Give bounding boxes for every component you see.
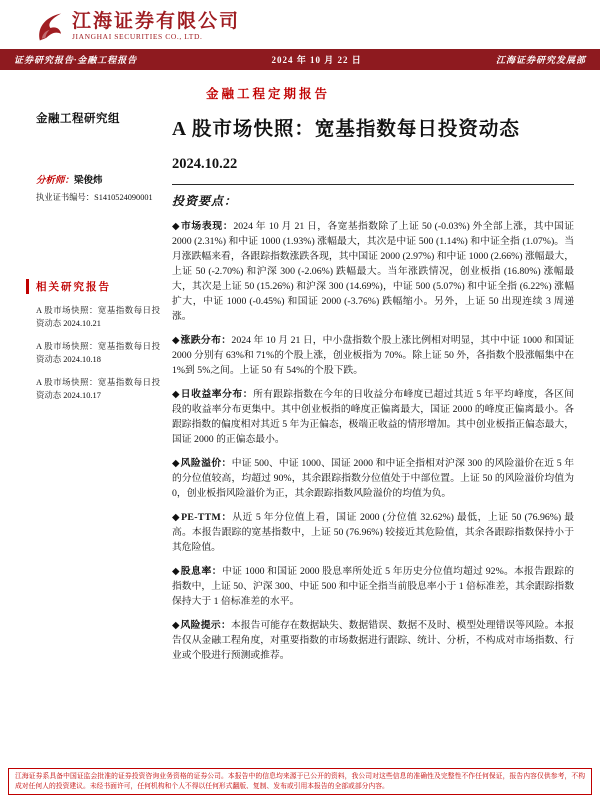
research-group-label: 金融工程研究组 [36,113,120,125]
diamond-bullet-icon: ◆ [172,389,180,400]
bullet-lead: 涨跌分布： [180,335,232,346]
banner-department: 江海证券研究发展部 [495,55,586,65]
diamond-bullet-icon: ◆ [172,512,181,523]
bullet-lead: 市场表现： [180,221,234,232]
diamond-bullet-icon: ◆ [172,458,180,469]
diamond-bullet-icon: ◆ [172,335,180,346]
diamond-bullet-icon: ◆ [172,221,180,232]
bullet-advance-decline [172,333,574,378]
report-header [0,0,600,49]
bullet-text: 中证 500、中证 1000、国证 2000 和中证全指相对沪深 300 的风险溢价在近 5 年的分位值较高，均超过 90%，其余跟踪指数分位值处于中部位置。上证 50 的风险溢价均值为 0，创业板指风险溢价为正，其余跟踪指数风险溢价的均值为负。 [172,458,574,499]
bullet-daily-return-distribution [172,387,574,447]
bullet-text: 2024 年 10 月 21 日，各宽基指数除了上证 50 (-0.03%) 外全部上涨，其中国证 2000 (2.31%) 和中证 1000 (1.93%) 涨幅最大，其次是中证 500 (1.14%) 和中证全指 (1.07%)。当月涨跌幅来看，各跟踪指数涨跌各现，其中国证 2000 (2.97%) 和中证 1000 (2.66%) 涨幅最大，上证 50 (-2.70%) 和沪深 300 (-2.06%) 跌幅最大。当年涨跌情况，创业板指 (16.80%) 涨幅最大，其次是上证 50 (15.26%) 和沪深 300 (14.69%)，中证 500 (5.07%) 和中证全指 (6.22%) 涨幅扩大，中证 1000 (-0.45%) 和国证 2000 (-3.76%) 跌幅缩小。另外，上证 50 出现连续 3 周递涨。 [172,221,575,322]
bullet-lead: 股息率： [180,566,223,577]
diamond-bullet-icon: ◆ [172,620,180,631]
license-number: S1410524090001 [94,193,153,202]
report-main-column [172,84,600,672]
bullet-risk-premium [172,456,574,501]
company-logo-icon [36,12,63,42]
bullet-text: 从近 5 年分位值上看，国证 2000 (分位值 32.62%) 最低，上证 50 (76.96%) 最高。本报告跟踪的宽基指数中，上证 50 (76.96%) 较接近其危险值，其余各跟踪指数保持小于其危险值。 [172,512,574,553]
bullet-text: 本报告可能存在数据缺失、数据错误、数据不及时、模型处理错误等风险。本报告仅从金融工程角度，对重要指数的市场数据进行跟踪、统计、分析，不构成对市场指数、行业或个股进行预测或推荐。 [172,620,575,661]
bullet-market-performance [172,219,574,324]
related-report-item: A 股市场快照：宽基指数每日投资动态 2024.10.21 [36,306,160,328]
analyst-line [36,172,160,186]
title-divider [172,184,574,185]
summary-heading: 投资要点： [172,194,238,208]
bullet-lead: PE-TTM： [181,512,233,523]
bullet-risk-warning [172,618,574,663]
company-name-block [72,11,240,42]
related-report-item: A 股市场快照：宽基指数每日投资动态 2024.10.18 [36,342,160,364]
related-reports-title: 相关研究报告 [26,279,160,294]
bullet-pe-ttm [172,510,574,555]
analyst-label: 分析师： [36,176,75,186]
report-banner-bar [0,49,600,70]
bullet-text: 中证 1000 和国证 2000 股息率所处近 5 年历史分位值均超过 92%。本报告跟踪的指数中，上证 50、沪深 300、中证 500 和中证全指当前股息率小于 1 倍标准差，其余跟踪指数保持大于 1 倍标准差的水平。 [172,566,574,607]
report-title: A 股市场快照：宽基指数每日投资动态 [172,119,520,140]
diamond-bullet-icon: ◆ [172,566,180,577]
license-line [36,191,160,203]
report-date: 2024.10.22 [172,156,238,172]
bullet-dividend-yield [172,564,574,609]
analyst-name: 梁俊炜 [74,176,103,186]
bullet-text: 2024 年 10 月 21 日，中小盘指数个股上涨比例相对明显，其中中证 1000 和国证 2000 分别有 63%和 71%的个股上涨，创业板指为 70%。除上证 50 外，各指数个股涨幅集中在 1%到 5%之间。上证 50 有 54%的个股下跌。 [172,335,574,376]
bullet-text: 所有跟踪指数在今年的日收益分布峰度已超过其近 5 年平均峰度，各区间段的收益率分布更集中。其中创业板指的峰度正偏离最大，国证 2000 的峰度正偏离最小。各跟踪指数的偏度相对其近 5 年为正偏态，极端正收益的情形增加。其中创业板指正偏态最大，国证 2000 的正偏态最小。 [172,389,575,445]
license-label: 执业证书编号： [36,193,95,202]
report-sidebar [0,84,172,672]
banner-date: 2024 年 10 月 22 日 [271,55,362,65]
report-body [0,70,600,672]
company-name-cn: 江海证券有限公司 [72,11,241,32]
related-report-item: A 股市场快照：宽基指数每日投资动态 2024.10.17 [36,378,160,400]
report-category: 金融工程定期报告 [206,87,331,101]
bullet-lead: 风险溢价： [180,458,232,469]
company-name-en: JIANGHAI SECURITIES CO., LTD. [72,32,203,41]
footer-disclaimer: 江海证券系具备中国证监会批准的证券投资咨询业务资格的证券公司。本报告中的信息均来源于已公开的资料，我公司对这些信息的准确性及完整性不作任何保证，报告内容仅供参考，不构成对任何人的投资建议。未经书面许可，任何机构和个人不得以任何形式翻版、复制、发布或引用本报告的全部或部分内容。 [8,768,592,795]
banner-report-type: 证券研究报告·金融工程报告 [14,55,138,65]
bullet-lead: 日收益率分布： [180,389,254,400]
bullet-lead: 风险提示： [180,620,232,631]
